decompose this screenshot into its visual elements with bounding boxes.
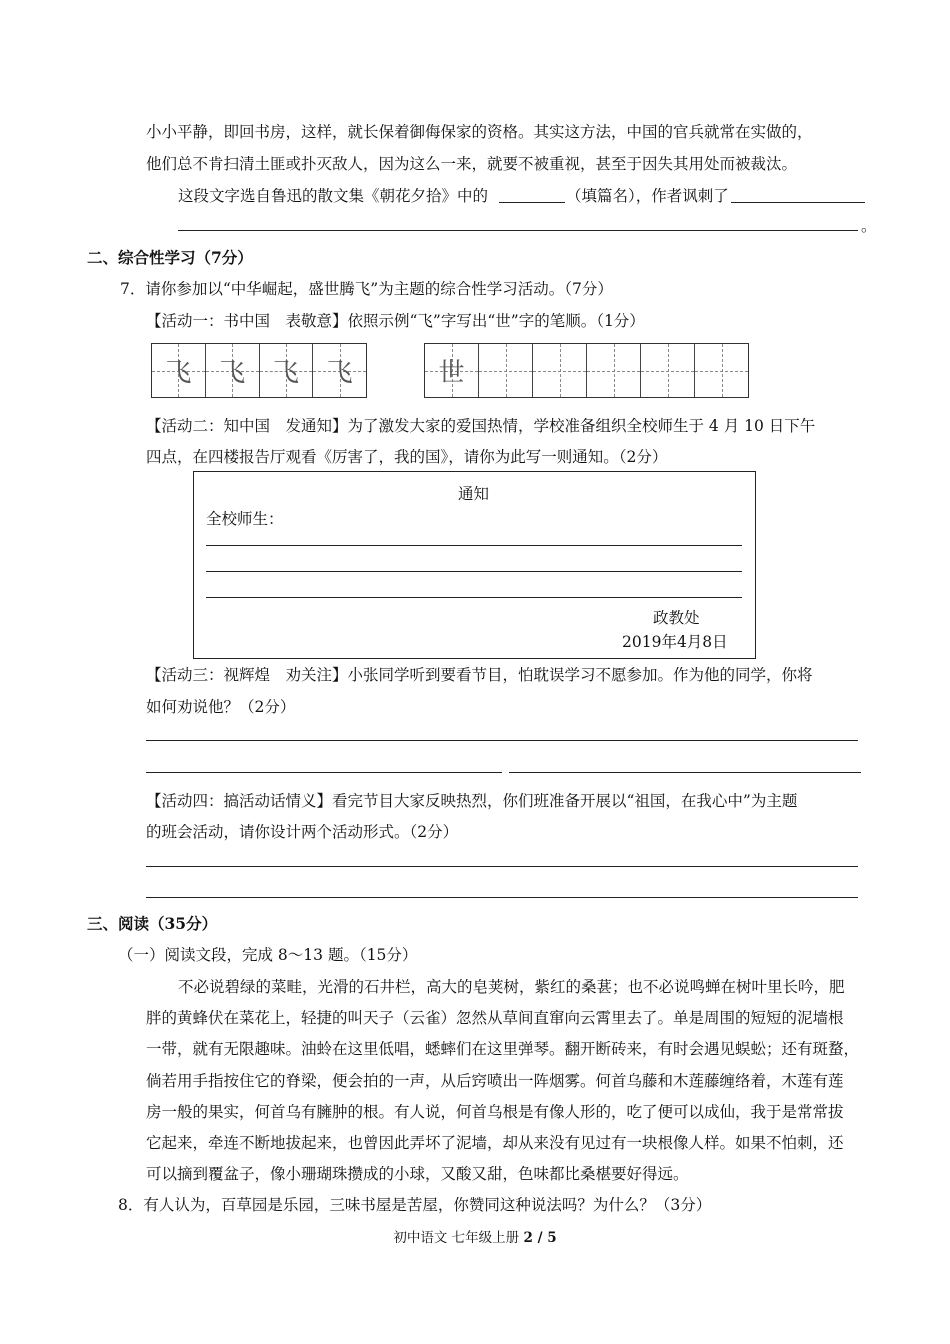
footer-text: 初中语文 七年级上册	[393, 1230, 524, 1246]
q6-text-a: 这段文字选自鲁迅的散文集《朝花夕拾》中的	[178, 187, 489, 205]
activity-1: 【活动一：书中国 表敬意】依照示例“飞”字写出“世”字的笔顺。（1分）	[146, 312, 645, 330]
passage-line: 小小平静，即回书房，这样，就长保着御侮保家的资格。其实这方法，中国的官兵就常在实做的，	[146, 123, 813, 141]
stroke-step: 飞	[326, 358, 353, 388]
reading-passage-line: 它起来，牵连不断地拔起来，也曾因此弄坏了泥墙，却从来没有见过有一块根像人样。如果不怕刺，还	[146, 1134, 844, 1152]
reading-passage-line: 一带，就有无限趣味。油蛉在这里低唱，蟋蟀们在这里弹琴。翻开断砖来，有时会遇见蜈蚣；还有斑蝥，	[146, 1040, 860, 1058]
notice-date: 2019年4月8日	[622, 633, 728, 651]
grid-cell	[425, 344, 479, 397]
grid-cell[interactable]	[533, 344, 587, 397]
reading-passage-line: 胖的黄蜂伏在菜花上，轻捷的叫天子（云雀）忽然从草间直窜向云霄里去了。单是周围的短短的泥墙根	[146, 1009, 844, 1027]
activity-4-cont: 的班会活动，请你设计两个活动形式。（2分）	[146, 823, 459, 841]
notice-title: 通知	[458, 485, 490, 503]
activity-3: 【活动三：视辉煌 劝关注】小张同学听到要看节目，怕耽误学习不愿参加。作为他的同学，你将	[146, 666, 813, 684]
q6-text-b: （填篇名），作者讽刺了	[566, 187, 729, 205]
question-7: 7．请你参加以“中华崛起，盛世腾飞”为主题的综合性学习活动。（7分）	[120, 280, 613, 298]
grid-cell	[313, 344, 366, 397]
reading-passage-line: 可以摘到覆盆子，像小珊瑚珠攒成的小球，又酸又甜，色味都比桑椹要好得远。	[146, 1165, 689, 1183]
reading-passage-line: 不必说碧绿的菜畦，光滑的石井栏，高大的皂荚树，紫红的桑葚；也不必说鸣蝉在树叶里长吟，肥	[178, 978, 845, 996]
page-number: 2 / 5	[523, 1230, 557, 1246]
activity-2: 【活动二：知中国 发通知】为了激发大家的爱国热情，学校准备组织全校师生于 4 月 10 日下午	[146, 417, 816, 435]
notice-answer-line[interactable]	[206, 597, 742, 598]
answer-blank[interactable]	[731, 202, 865, 203]
reading-part-1: （一）阅读文段，完成 8～13 题。（15分）	[118, 946, 418, 964]
passage-line: 他们总不肯扫清土匪或扑灭敌人，因为这么一来，就要不被重视，甚至于因失其用处而被裁汰。	[146, 155, 798, 173]
answer-line[interactable]	[509, 772, 861, 773]
answer-line[interactable]	[146, 772, 502, 773]
answer-line[interactable]	[146, 866, 858, 867]
grid-cell[interactable]	[641, 344, 695, 397]
reading-passage-line: 倘若用手指按住它的脊梁，便会拍的一声，从后窍喷出一阵烟雾。何首乌藤和木莲藤缠络着，木莲有莲	[146, 1072, 844, 1090]
stroke-example-grid	[151, 343, 367, 398]
section-heading: 二、综合性学习（7分）	[87, 248, 253, 267]
notice-salutation: 全校师生：	[206, 510, 284, 528]
grid-cell[interactable]	[479, 344, 533, 397]
answer-line[interactable]	[146, 740, 858, 741]
question-8: 8．有人认为，百草园是乐园，三味书屋是苦屋，你赞同这种说法吗？为什么？（3分）	[118, 1196, 712, 1214]
stroke-step: 飞	[165, 358, 192, 388]
page-footer	[0, 1226, 950, 1246]
target-character: 世	[438, 358, 465, 388]
notice-answer-line[interactable]	[206, 545, 742, 546]
grid-cell	[206, 344, 260, 397]
notice-answer-line[interactable]	[206, 571, 742, 572]
activity-2-cont: 四点，在四楼报告厅观看《厉害了，我的国》，请你为此写一则通知。（2分）	[146, 448, 668, 466]
answer-blank[interactable]	[499, 202, 565, 203]
grid-cell	[152, 344, 206, 397]
notice-box	[193, 471, 756, 659]
grid-cell[interactable]	[695, 344, 748, 397]
section-heading: 三、阅读（35分）	[87, 914, 218, 933]
grid-cell	[260, 344, 314, 397]
q6-end-mark: 。	[861, 217, 877, 235]
stroke-step: 飞	[219, 358, 246, 388]
answer-line[interactable]	[146, 897, 858, 898]
activity-4: 【活动四：搞活动话情义】看完节目大家反映热烈，你们班准备开展以“祖国，在我心中”为主题	[146, 792, 798, 810]
grid-cell[interactable]	[587, 344, 641, 397]
stroke-step: 飞	[272, 358, 299, 388]
reading-passage-line: 房一般的果实，何首乌有臃肿的根。有人说，何首乌根是有像人形的，吃了便可以成仙，我于是常常拔	[146, 1103, 844, 1121]
answer-line[interactable]	[178, 230, 858, 231]
notice-signer: 政教处	[653, 609, 700, 627]
stroke-answer-grid[interactable]	[424, 343, 749, 398]
activity-3-cont: 如何劝说他？（2分）	[146, 698, 296, 716]
